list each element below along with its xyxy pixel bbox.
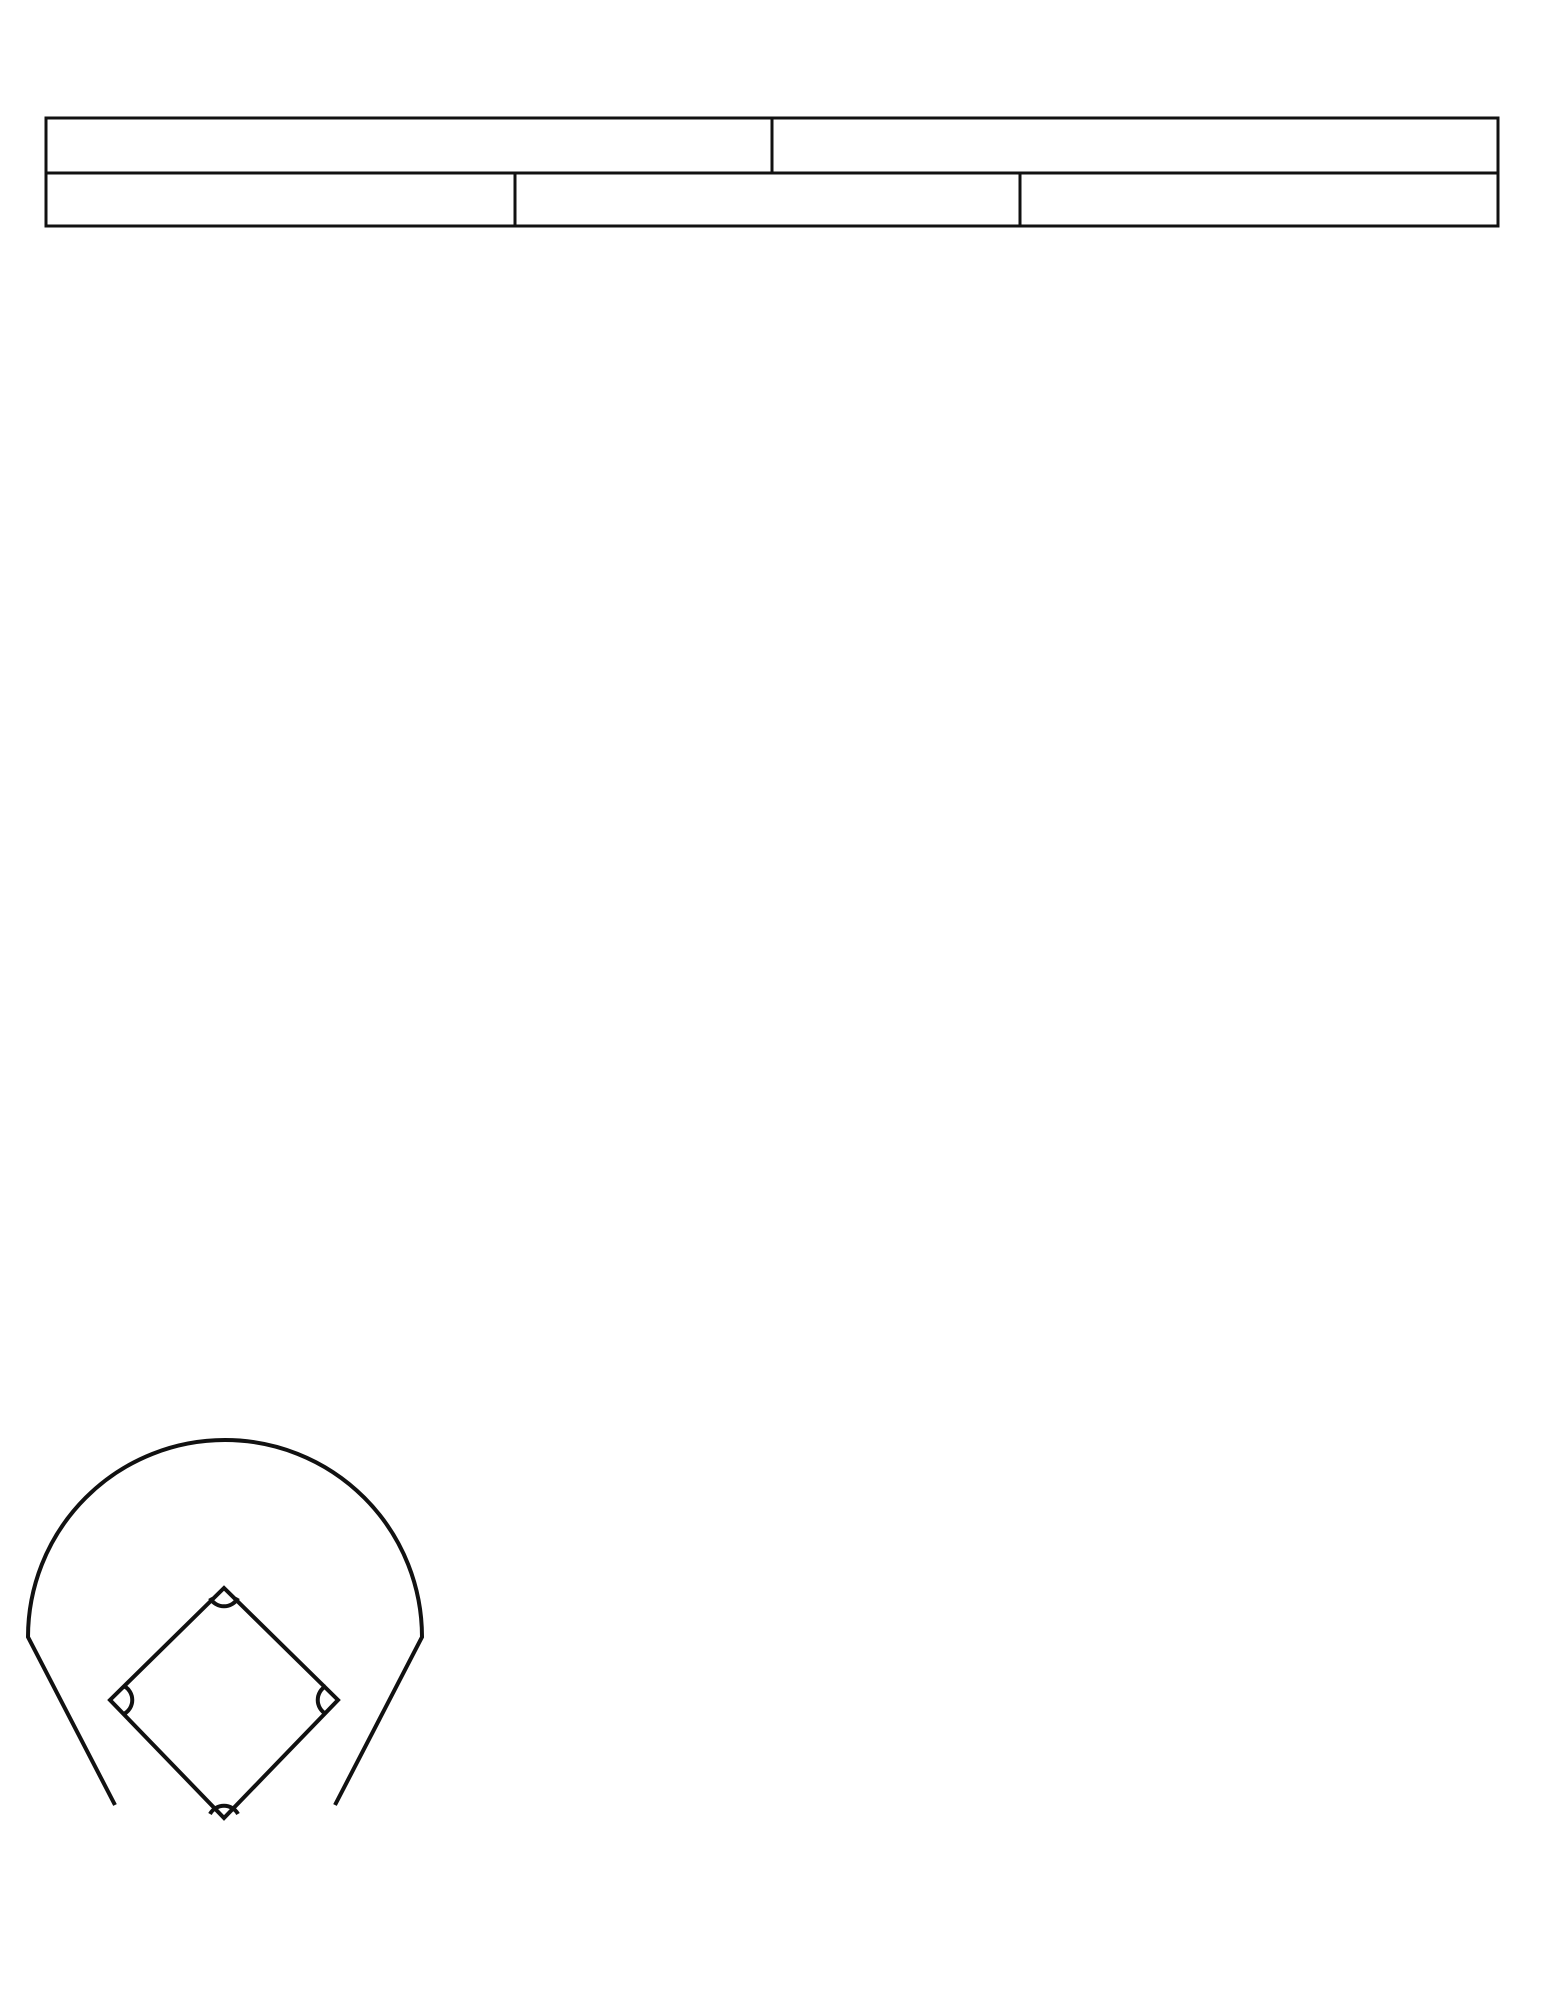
- baseball-diamond-icon: [28, 1440, 422, 1818]
